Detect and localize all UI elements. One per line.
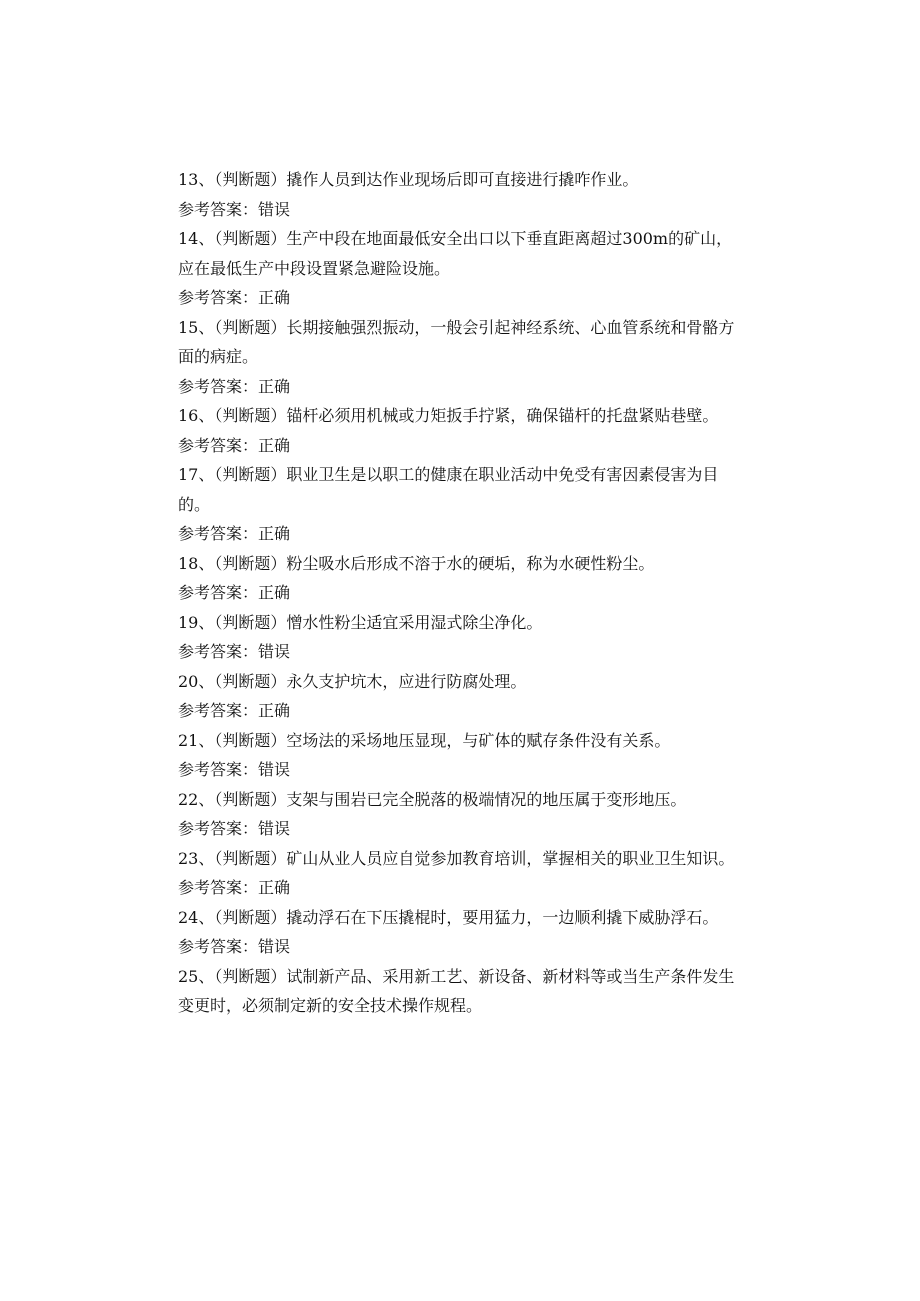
question-14: [178, 224, 744, 283]
question-text: 职业卫生是以职工的健康在职业活动中免受有害因素侵害为目的。: [178, 465, 719, 514]
question-number: 24、: [178, 907, 215, 927]
answer-24: [178, 932, 744, 962]
answer-label: 参考答案：: [178, 937, 259, 956]
question-text: 试制新产品、采用新工艺、新设备、新材料等或当生产条件发生变更时，必须制定新的安全技术操作规程。: [178, 966, 735, 1015]
question-22: [178, 785, 744, 815]
question-number: 19、: [178, 612, 215, 632]
answer-label: 参考答案：: [178, 819, 259, 838]
answer-13: [178, 195, 744, 225]
question-text: 矿山从业人员应自觉参加教育培训，掌握相关的职业卫生知识。: [286, 848, 735, 868]
question-number: 13、: [178, 170, 215, 189]
answer-value: 错误: [258, 760, 291, 779]
question-text: 空场法的采场地压显现，与矿体的赋存条件没有关系。: [286, 730, 671, 750]
question-20: [178, 667, 744, 697]
answer-value: 正确: [258, 878, 291, 897]
answer-label: 参考答案：: [178, 199, 259, 219]
question-type: （判断题）: [214, 730, 287, 750]
question-text: 生产中段在地面最低安全出口以下垂直距离超过300m的矿山，应在最低生产中段设置紧急避险设施。: [178, 229, 733, 278]
answer-label: 参考答案：: [178, 435, 259, 455]
question-list: [178, 165, 744, 1021]
answer-label: 参考答案：: [178, 524, 259, 543]
answer-value: 正确: [258, 524, 291, 543]
question-type: （判断题）: [214, 553, 287, 573]
answer-label: 参考答案：: [178, 583, 259, 602]
question-type: （判断题）: [214, 612, 287, 632]
answer-18: [178, 578, 744, 608]
question-24: [178, 903, 744, 933]
answer-label: 参考答案：: [178, 878, 259, 897]
answer-label: 参考答案：: [178, 760, 259, 779]
question-type: （判断题）: [214, 465, 287, 484]
question-17: [178, 460, 744, 519]
question-number: 15、: [178, 317, 215, 337]
answer-value: 错误: [258, 937, 291, 956]
question-type: （判断题）: [214, 406, 287, 425]
question-number: 14、: [178, 229, 215, 248]
question-type: （判断题）: [214, 317, 287, 337]
question-18: [178, 549, 744, 579]
question-number: 22、: [178, 789, 215, 809]
answer-20: [178, 696, 744, 726]
answer-label: 参考答案：: [178, 288, 259, 307]
question-type: （判断题）: [214, 229, 287, 248]
answer-16: [178, 431, 744, 461]
answer-15: [178, 372, 744, 402]
answer-14: [178, 283, 744, 313]
question-text: 憎水性粉尘适宜采用湿式除尘净化。: [286, 612, 543, 632]
question-19: [178, 608, 744, 638]
answer-22: [178, 814, 744, 844]
question-type: （判断题）: [214, 966, 287, 986]
answer-value: 正确: [258, 376, 291, 396]
question-number: 20、: [178, 671, 215, 691]
answer-label: 参考答案：: [178, 376, 259, 396]
answer-21: [178, 755, 744, 785]
question-text: 永久支护坑木，应进行防腐处理。: [286, 671, 527, 691]
question-text: 锚杆必须用机械或力矩扳手拧紧，确保锚杆的托盘紧贴巷壁。: [286, 406, 719, 425]
question-13: [178, 165, 744, 195]
answer-value: 错误: [258, 642, 291, 661]
question-type: （判断题）: [214, 848, 287, 868]
answer-label: 参考答案：: [178, 701, 259, 720]
answer-17: [178, 519, 744, 549]
question-23: [178, 844, 744, 874]
question-text: 长期接触强烈振动，一般会引起神经系统、心血管系统和骨骼方面的病症。: [178, 317, 735, 366]
question-type: （判断题）: [214, 789, 287, 809]
question-text: 撬动浮石在下压撬棍时，要用猛力，一边顺利撬下威胁浮石。: [286, 907, 719, 927]
question-number: 25、: [178, 966, 215, 986]
answer-value: 正确: [258, 583, 291, 602]
question-text: 粉尘吸水后形成不溶于水的硬垢，称为水硬性粉尘。: [286, 553, 655, 573]
question-text: 撬作人员到达作业现场后即可直接进行撬咋作业。: [286, 170, 639, 189]
question-number: 21、: [178, 730, 215, 750]
answer-value: 正确: [258, 435, 291, 455]
answer-23: [178, 873, 744, 903]
question-type: （判断题）: [214, 907, 287, 927]
question-21: [178, 726, 744, 756]
answer-value: 正确: [258, 288, 291, 307]
answer-value: 错误: [258, 819, 291, 838]
question-type: （判断题）: [214, 170, 287, 189]
question-number: 18、: [178, 553, 215, 573]
question-15: [178, 313, 744, 372]
question-number: 16、: [178, 406, 215, 425]
question-text: 支架与围岩已完全脱落的极端情况的地压属于变形地压。: [286, 789, 687, 809]
answer-value: 错误: [258, 199, 291, 219]
answer-value: 正确: [258, 701, 291, 720]
question-number: 23、: [178, 848, 215, 868]
question-type: （判断题）: [214, 671, 287, 691]
answer-label: 参考答案：: [178, 642, 259, 661]
question-25: [178, 962, 744, 1021]
question-16: [178, 401, 744, 431]
question-number: 17、: [178, 465, 215, 484]
answer-19: [178, 637, 744, 667]
